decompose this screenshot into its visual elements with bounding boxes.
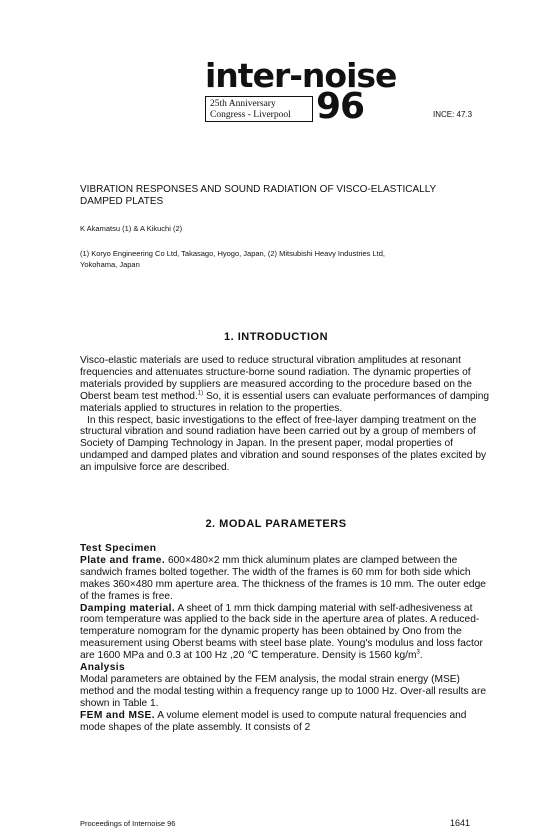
paper-reference: INCE: 47.3 xyxy=(433,110,473,119)
page-number: 1641 xyxy=(450,818,471,828)
intro-paragraph-1: Visco-elastic materials are used to reduce structural vibration amplitudes at resonant frequencies and attenuates structure-borne sound radiation. The dynamic properties of materials provided by suppliers are measured according to the procedure based on the Oberst beam test method.$^{1)}$ So, it is essential users can evaluate performances of damping materials applied to structures in relation to the properties. xyxy=(80,355,490,414)
paper-title xyxy=(80,184,500,208)
conference-logo-wordmark: inter-noise xyxy=(205,56,397,95)
section-heading-introduction: 1. INTRODUCTION xyxy=(223,331,329,343)
conference-logo-box xyxy=(205,96,313,122)
modal-parameters-body xyxy=(80,543,490,734)
logo-box-line1: 25th Anniversary xyxy=(210,99,276,109)
damping-material-paragraph: Damping material. A sheet of 1 mm thick damping material with self-adhesiveness at room temperature was applied to the back side in the aperture area of plates. A reduced-temperature nomogram for the dynamic property has been obtained by Ono from the measurement using Oberst beams with steel base plate. Young's modulus and loss factor are 1600 MPa and 0.3 at 100 Hz ,20 ℃ temperature. Density is 1560 $kg/m^3$. xyxy=(80,602,483,662)
analysis-paragraph: Modal parameters are obtained by the FEM analysis, the modal strain energy (MSE) method and the modal testing within a frequency range up to 1000 Hz. Over-all results are shown in Table 1. xyxy=(80,673,487,709)
subheading-analysis: Analysis xyxy=(80,662,126,674)
logo-box-line2: Congress - Liverpool xyxy=(210,109,291,120)
paper-affiliations xyxy=(80,248,480,270)
title-line2: DAMPED PLATES xyxy=(80,196,164,207)
introduction-body xyxy=(80,355,490,474)
conference-logo-number: 96 xyxy=(316,86,365,127)
plate-frame-paragraph: Plate and frame. 600×480×2 mm thick aluminum plates are clamped between the sandwich frames bolted together. The width of the frames is 60 mm for both side which makes 360×480 mm aperture area. The thickness of the frames is 10 mm. The outer edge of the frames is free. xyxy=(80,554,486,602)
paper-authors: K Akamatsu (1) & A Kikuchi (2) xyxy=(80,224,183,233)
subheading-test-specimen: Test Specimen xyxy=(80,543,157,554)
intro-paragraph-2: In this respect, basic investigations to the effect of free-layer damping treatment on the structural vibration and sound radiation have been carried out by a group of members of Society of Damping Technology in Japan. In the present paper, modal properties of undamped and damped plates and vibration and sound responses of the plates excited by an impulsive force are described. xyxy=(80,414,487,474)
section-heading-modal-parameters: 2. MODAL PARAMETERS xyxy=(205,518,347,530)
affil-line1: (1) Koryo Engineering Co Ltd, Takasago, Hyogo, Japan, (2) Mitsubishi Heavy Industries Ltd, xyxy=(80,249,386,258)
proceedings-footer: Proceedings of Internoise 96 xyxy=(80,819,176,828)
title-line1: VIBRATION RESPONSES AND SOUND RADIATION OF VISCO-ELASTICALLY xyxy=(80,184,437,195)
affil-line2: Yokohama, Japan xyxy=(80,260,140,269)
fem-mse-paragraph: FEM and MSE. A volume element model is used to compute natural frequencies and mode shapes of the plate assembly. It consists of 2 xyxy=(80,709,467,733)
